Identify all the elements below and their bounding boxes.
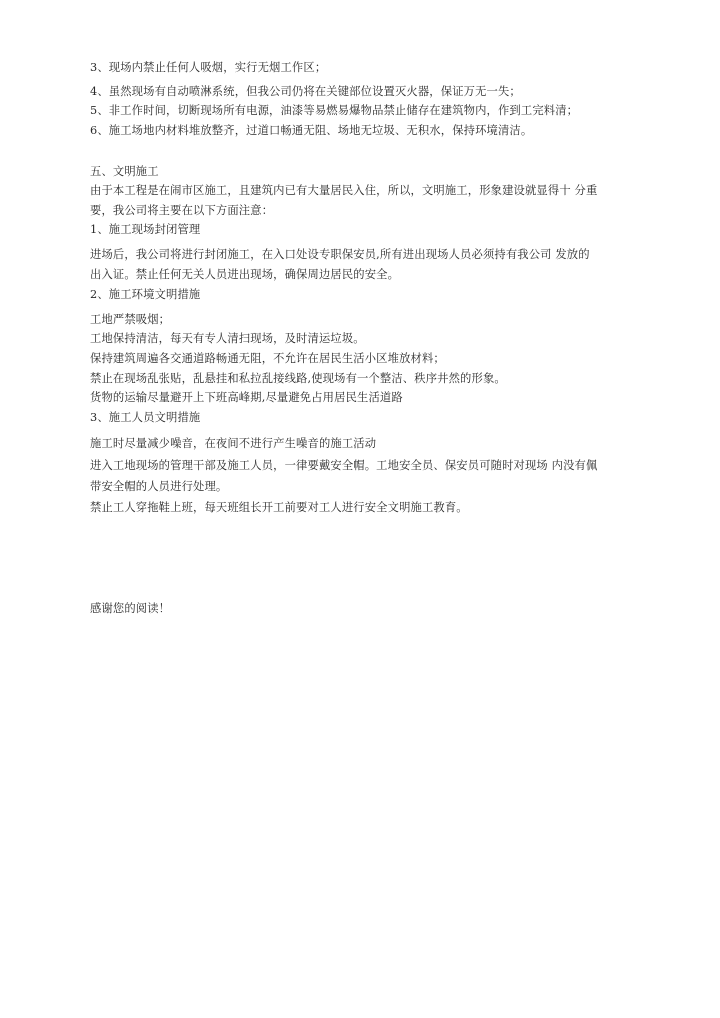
subsection-heading-environment-measures: 2、施工环境文明措施 bbox=[90, 288, 201, 301]
paragraph-line: 货物的运输尽量避开上下班高峰期,尽量避免占用居民生活道路 bbox=[90, 391, 403, 404]
list-item-6: 6、施工场地内材料堆放整齐，过道口畅通无阻、场地无垃圾、无积水，保持环境清洁。 bbox=[90, 124, 533, 137]
list-item-4: 4、虽然现场有自动喷淋系统，但我公司仍将在关键部位设置灭火器，保证万无一失； bbox=[90, 85, 521, 98]
closing-thanks: 感谢您的阅读！ bbox=[90, 602, 171, 615]
paragraph-line: 禁止在现场乱张贴，乱悬挂和私拉乱接线路,使现场有一个整洁、秩序井然的形象。 bbox=[90, 372, 506, 385]
paragraph-line: 工地严禁吸烟； bbox=[90, 313, 171, 326]
paragraph-line: 禁止工人穿拖鞋上班，每天班组长开工前要对工人进行安全文明施工教育。 bbox=[90, 501, 468, 514]
list-item-5: 5、非工作时间，切断现场所有电源，油漆等易燃易爆物品禁止储存在建筑物内，作到工完料清； bbox=[90, 104, 579, 117]
paragraph-line: 工地保持清洁，每天有专人清扫现场，及时清运垃圾。 bbox=[90, 332, 365, 345]
subsection-heading-personnel-measures: 3、施工人员文明措施 bbox=[90, 411, 201, 424]
section-heading-civilized-construction: 五、文明施工 bbox=[90, 165, 159, 178]
section-intro-line-2: 要，我公司将主要在以下方面注意： bbox=[90, 204, 274, 217]
paragraph-line: 保持建筑周遍各交通道路畅通无阻，不允许在居民生活小区堆放材料； bbox=[90, 352, 445, 365]
paragraph-line: 施工时尽量减少噪音，在夜间不进行产生噪音的施工活动 bbox=[90, 437, 377, 450]
paragraph-line: 带安全帽的人员进行处理。 bbox=[90, 480, 228, 493]
paragraph-line: 出入证。禁止任何无关人员进出现场，确保周边居民的安全。 bbox=[90, 268, 400, 281]
subsection-heading-closed-management: 1、施工现场封闭管理 bbox=[90, 223, 201, 236]
section-intro-line-1: 由于本工程是在闹市区施工，且建筑内已有大量居民入住，所以，文明施工，形象建设就显得十 分重 bbox=[90, 184, 598, 197]
list-item-3: 3、现场内禁止任何人吸烟，实行无烟工作区； bbox=[90, 61, 327, 74]
paragraph-line: 进入工地现场的管理干部及施工人员，一律要戴安全帽。工地安全员、保安员可随时对现场 内没有佩 bbox=[90, 459, 598, 472]
paragraph-line: 进场后，我公司将进行封闭施工，在入口处设专职保安员,所有进出现场人员必须持有我公司 发放的 bbox=[90, 248, 590, 261]
